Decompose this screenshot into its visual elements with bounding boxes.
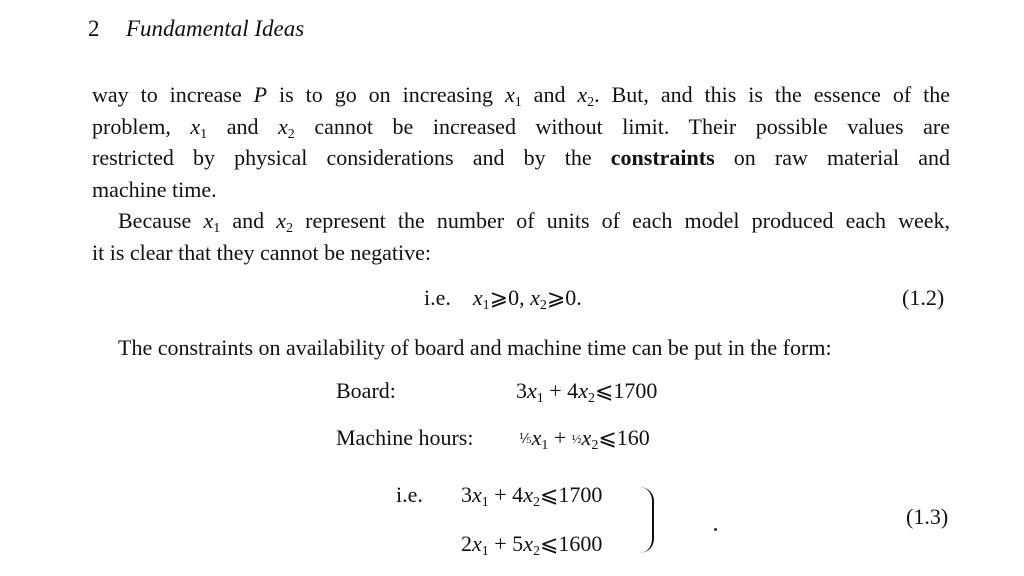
running-header bbox=[88, 16, 304, 42]
text-line: machine time. bbox=[92, 176, 217, 202]
text-line: problem, $x_1$ and $x_2$ cannot be increased without limit. Their possible values are bbox=[92, 113, 950, 142]
equation-1-3-ie: i.e. bbox=[396, 482, 423, 507]
speck bbox=[714, 528, 717, 531]
keyword-constraints: constraints bbox=[610, 145, 715, 170]
equation-1-3-row-1: $3x_1$ + $4x_2⩽1700$ bbox=[461, 482, 603, 510]
text-line: way to increase P is to go on increasing $x_1$ and $x_2$. But, and this is the essence of the bbox=[92, 82, 950, 110]
machine-hours-label: Machine hours: bbox=[336, 425, 474, 450]
paragraph-2 bbox=[92, 205, 950, 268]
equation-number-1-3: (1.3) bbox=[906, 504, 949, 529]
chapter-title: Fundamental Ideas bbox=[126, 16, 305, 41]
equation-1-3-row-2: $2x_1$ + $5x_2⩽1600$ bbox=[461, 531, 603, 559]
text-line: Because $x_1$ and $x_2$ represent the number of units of each model produced each week, bbox=[118, 208, 951, 236]
board-constraint: $3x_1$ + $4x_2⩽1700$ bbox=[516, 378, 658, 406]
equation-number-1-2: (1.2) bbox=[902, 285, 945, 310]
paragraph-3: The constraints on availability of board and machine time can be put in the form: bbox=[118, 335, 832, 360]
equation-1-2: i.e. $x_1⩾0$, $x_2⩾0$. bbox=[424, 285, 582, 313]
right-brace bbox=[638, 487, 654, 553]
machine-hours-constraint: $\frac{1}{5}x_1$ + $\frac{1}{2}x_2⩽160$ bbox=[519, 425, 650, 453]
page-number: 2 bbox=[88, 16, 100, 41]
paragraph-1 bbox=[92, 79, 950, 205]
text-line: it is clear that they cannot be negative: bbox=[92, 239, 432, 265]
board-label: Board: bbox=[336, 378, 396, 403]
text-line: restricted by physical considerations and by the constraints on raw material and bbox=[92, 145, 950, 170]
